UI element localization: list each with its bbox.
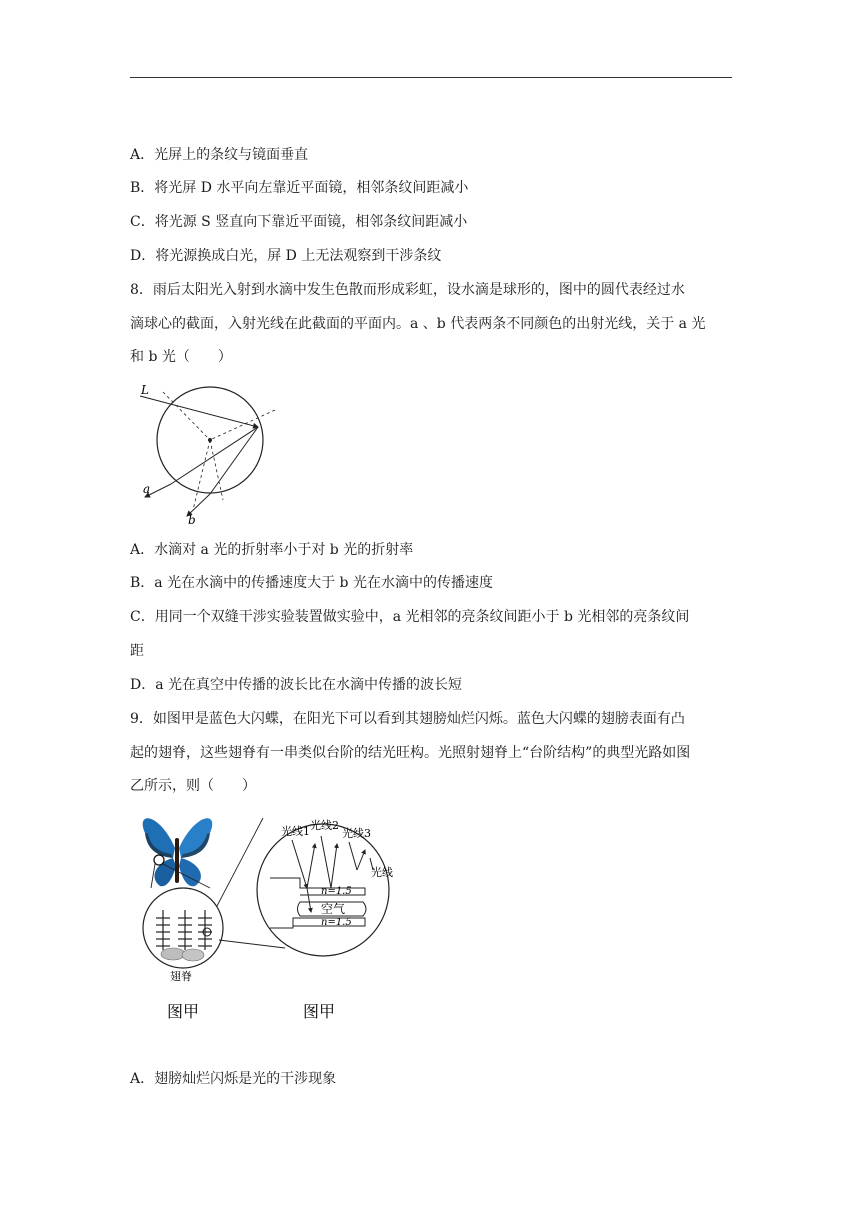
label-L: L bbox=[141, 383, 149, 397]
q8-option-c-line1: C．用同一个双缝干涉实验装置做实验中，a 光相邻的亮条纹间距小于 b 光相邻的亮条纹间 bbox=[130, 609, 690, 625]
label-b: b bbox=[188, 513, 196, 527]
q8-option-a: A．水滴对 a 光的折射率小于对 b 光的折射率 bbox=[130, 542, 414, 558]
q8-stem-line2: 滴球心的截面，入射光线在此截面的平面内。a 、b 代表两条不同颜色的出射光线，关于 a 光 bbox=[130, 316, 706, 332]
raindrop-figure bbox=[135, 382, 285, 527]
ray4-label: 光线 bbox=[371, 866, 393, 879]
q7-option-a: A．光屏上的条纹与镜面垂直 bbox=[130, 147, 309, 163]
q9-stem-line1: 9．如图甲是蓝色大闪蝶，在阳光下可以看到其翅膀灿烂闪烁。蓝色大闪蝶的翅膀表面有凸 bbox=[130, 711, 685, 727]
q9-stem-line2: 起的翅脊，这些翅脊有一串类似台阶的结光旺构。光照射翅脊上“台阶结构”的典型光路如图 bbox=[130, 745, 691, 761]
ray2-label: 光线2 bbox=[310, 819, 339, 832]
butterfly-figure bbox=[135, 808, 405, 1028]
q8-option-c-line2: 距 bbox=[130, 643, 144, 659]
q7-option-d: D．将光源换成白光，屏 D 上无法观察到干涉条纹 bbox=[130, 248, 442, 264]
label-a: a bbox=[143, 482, 151, 496]
header-rule bbox=[130, 77, 732, 78]
q8-option-b: B．a 光在水滴中的传播速度大于 b 光在水滴中的传播速度 bbox=[130, 575, 493, 591]
caption-right: 图甲 bbox=[303, 1002, 336, 1021]
air-label: 空气 bbox=[321, 902, 346, 916]
q9-stem-line3: 乙所示，则（ ） bbox=[130, 778, 256, 794]
n-top: n=1.5 bbox=[321, 886, 352, 897]
ray3-label: 光线3 bbox=[342, 827, 371, 840]
q7-option-b: B．将光屏 D 水平向左靠近平面镜，相邻条纹间距减小 bbox=[130, 180, 469, 196]
ridge-label: 翅脊 bbox=[170, 970, 192, 983]
q9-option-a: A．翅膀灿烂闪烁是光的干涉现象 bbox=[130, 1071, 337, 1087]
q8-stem-line1: 8．雨后太阳光入射到水滴中发生色散而形成彩虹，设水滴是球形的，图中的圆代表经过水 bbox=[130, 282, 685, 298]
n-bottom: n=1.5 bbox=[321, 917, 352, 928]
ray1-label: 光线1 bbox=[281, 825, 310, 838]
q7-option-c: C．将光源 S 竖直向下靠近平面镜，相邻条纹间距减小 bbox=[130, 214, 468, 230]
q8-option-d: D．a 光在真空中传播的波长比在水滴中传播的波长短 bbox=[130, 677, 463, 693]
q8-stem-line3: 和 b 光（ ） bbox=[130, 349, 232, 365]
caption-left: 图甲 bbox=[167, 1002, 200, 1021]
